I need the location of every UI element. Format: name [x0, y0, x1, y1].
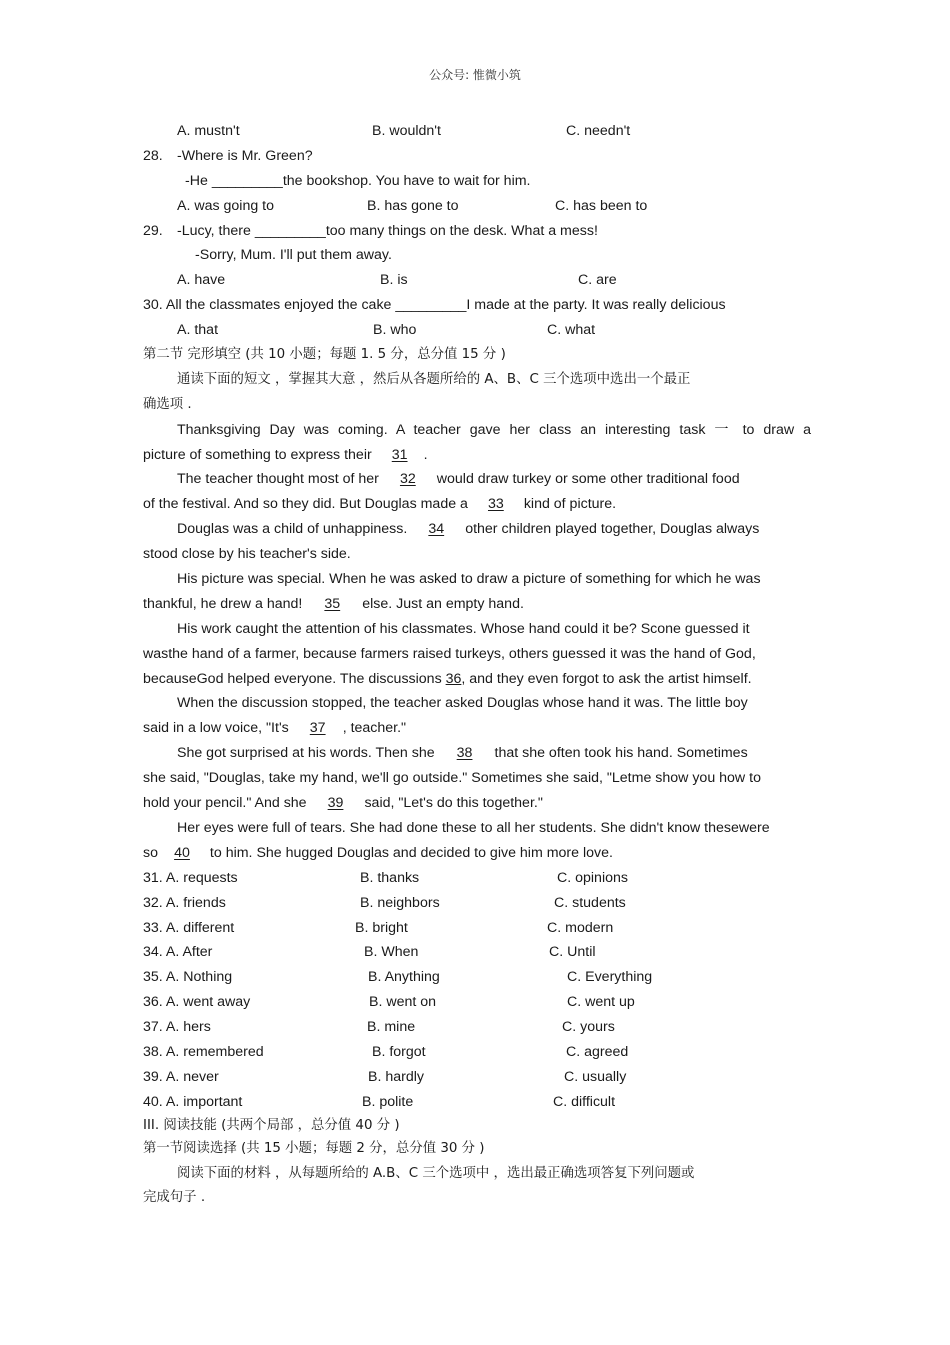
cloze-option-row	[143, 965, 811, 990]
passage-text: Douglas was a child of unhappiness.	[177, 521, 412, 538]
answer-blank[interactable]: _________	[211, 172, 283, 189]
section2-instructions: 通读下面的短文 ，掌握其大意 ，然后从各题所给的 A、B、C 三个选项中选出一个最正	[177, 371, 691, 387]
option-a[interactable]: 40. A. important	[143, 1093, 243, 1110]
option-c[interactable]: C. modern	[547, 919, 614, 936]
option-b[interactable]: B. thanks	[360, 869, 420, 886]
option-c[interactable]: C. Everything	[567, 969, 653, 986]
option-a[interactable]: 39. A. never	[143, 1068, 219, 1085]
cloze-option-row	[143, 1090, 811, 1115]
blank-37[interactable]: 37	[309, 720, 326, 737]
option-b[interactable]: B. bright	[355, 919, 408, 936]
option-c[interactable]: C. what	[547, 322, 596, 339]
section2-instructions-cont: 确选项 .	[143, 396, 192, 412]
section1-instructions-cont: 完成句子 .	[143, 1190, 206, 1206]
blank-31[interactable]: 31	[391, 446, 408, 463]
option-b[interactable]: B. who	[373, 322, 417, 339]
passage-text: said, "Let's do this together."	[360, 795, 543, 812]
passage-line	[143, 667, 811, 692]
option-a[interactable]: A. was going to	[177, 197, 275, 214]
passage-text: hold your pencil." And she	[143, 795, 311, 812]
passage-text: would draw turkey or some other traditional food	[432, 471, 740, 488]
question-number: 29.	[143, 222, 163, 239]
exam-content	[143, 119, 811, 1211]
cloze-option-row	[143, 866, 811, 891]
passage-line	[143, 741, 811, 766]
passage-text: said in a low voice, "It's	[143, 720, 293, 737]
cloze-option-row	[143, 891, 811, 916]
option-a[interactable]: 31. A. requests	[143, 869, 238, 886]
option-c[interactable]: C. Until	[549, 944, 596, 961]
passage-text: else. Just an empty hand.	[358, 595, 524, 612]
option-b[interactable]: B. has gone to	[367, 197, 459, 214]
q29-line1	[143, 219, 811, 244]
question-text: -Where is Mr. Green?	[177, 147, 313, 164]
question-text: too many things on the desk. What a mess!	[325, 222, 598, 239]
option-a[interactable]: 33. A. different	[143, 919, 235, 936]
blank-32[interactable]: 32	[399, 471, 416, 488]
option-a[interactable]: 36. A. went away	[143, 994, 251, 1011]
question-text: the bookshop. You have to wait for him.	[282, 172, 531, 189]
passage-text: thankful, he drew a hand!	[143, 595, 307, 612]
cloze-option-row	[143, 1065, 811, 1090]
option-b[interactable]: B. went on	[369, 994, 437, 1011]
cloze-option-row	[143, 1015, 811, 1040]
q30-line	[143, 293, 811, 318]
option-c[interactable]: C. needn't	[566, 123, 631, 139]
passage-line	[143, 716, 811, 741]
passage-line: she said, "Douglas, take my hand, we'll go outside." Sometimes she said, "Letme show you how to	[143, 770, 761, 787]
section1-title: 第一节阅读选择 (共 15 小题；每题 2 分，总分值 30 分 )	[143, 1140, 485, 1156]
blank-40[interactable]: 40	[174, 844, 190, 861]
blank-33[interactable]: 33	[487, 496, 504, 513]
option-c[interactable]: C. students	[554, 894, 626, 911]
passage-line	[143, 492, 811, 517]
passage-text: The teacher thought most of her	[177, 471, 383, 488]
option-b[interactable]: B. forgot	[372, 1043, 426, 1060]
option-c[interactable]: C. has been to	[555, 197, 648, 214]
section1-instructions: 阅读下面的材料 ，从每题所给的 A.B、C 三个选项中 ，选出最正确选项答复下列问题或	[177, 1165, 695, 1181]
passage-line: Thanksgiving Day was coming. A teacher gave her class an interesting task 一 to draw a	[177, 421, 811, 438]
passage-text: to him. She hugged Douglas and decided to give him more love.	[205, 844, 613, 861]
question-text: -Lucy, there	[177, 222, 255, 239]
passage-line: Her eyes were full of tears. She had done these to all her students. She didn't know thesewere	[177, 819, 770, 836]
passage-line	[143, 791, 811, 816]
passage-text: , and they even forgot to ask the artist himself.	[461, 670, 752, 687]
blank-36[interactable]: 36	[445, 670, 462, 687]
option-a[interactable]: 35. A. Nothing	[143, 969, 233, 986]
option-a[interactable]: A. mustn't	[177, 123, 240, 139]
blank-35[interactable]: 35	[324, 595, 341, 612]
option-a[interactable]: 38. A. remembered	[143, 1043, 264, 1060]
option-b[interactable]: B. When	[364, 944, 419, 961]
option-b[interactable]: B. neighbors	[360, 894, 440, 911]
q29-options	[143, 268, 811, 293]
option-b[interactable]: B. hardly	[368, 1068, 424, 1085]
option-c[interactable]: C. agreed	[566, 1043, 629, 1060]
passage-text: becauseGod helped everyone. The discussions	[143, 670, 446, 687]
question-number: 28.	[143, 147, 163, 164]
cloze-option-row	[143, 916, 811, 941]
passage-text: picture of something to express their	[143, 446, 376, 463]
q27-options	[143, 119, 811, 144]
option-a[interactable]: 37. A. hers	[143, 1019, 211, 1036]
blank-34[interactable]: 34	[428, 521, 445, 538]
question-text: 30. All the classmates enjoyed the cake	[143, 297, 396, 314]
passage-line: wasthe hand of a farmer, because farmers raised turkeys, others guessed it was the hand of God,	[143, 645, 756, 662]
passage-text: that she often took his hand. Sometimes	[490, 745, 748, 762]
question-text: I made at the party. It was really delicious	[466, 297, 726, 314]
blank-39[interactable]: 39	[327, 795, 344, 812]
option-c[interactable]: C. opinions	[557, 869, 628, 886]
answer-blank[interactable]: _________	[395, 297, 467, 314]
passage-text: She got surprised at his words. Then she	[177, 745, 439, 762]
passage-line: stood close by his teacher's side.	[143, 546, 351, 563]
option-b[interactable]: B. is	[380, 272, 408, 289]
q29-line2: -Sorry, Mum. I'll put them away.	[195, 247, 392, 264]
passage-line: His work caught the attention of his classmates. Whose hand could it be? Scone guessed it	[177, 620, 750, 637]
option-c[interactable]: C. usually	[564, 1068, 627, 1085]
passage-text: , teacher."	[342, 720, 407, 737]
option-a[interactable]: 34. A. After	[143, 944, 213, 961]
cloze-option-row	[143, 940, 811, 965]
section2-title: 第二节 完形填空 (共 10 小题；每题 1. 5 分，总分值 15 分 )	[143, 347, 506, 363]
option-a[interactable]: 32. A. friends	[143, 894, 226, 911]
blank-38[interactable]: 38	[456, 745, 473, 762]
option-a[interactable]: A. have	[177, 272, 226, 289]
option-b[interactable]: B. Anything	[368, 969, 440, 986]
passage-line	[143, 443, 811, 468]
cloze-option-row	[143, 1040, 811, 1065]
passage-text: other children played together, Douglas always	[461, 521, 760, 538]
part3-title: III. 阅读技能 (共两个局部 ，总分值 40 分 )	[143, 1117, 400, 1133]
passage-line: When the discussion stopped, the teacher asked Douglas whose hand it was. The little boy	[177, 695, 748, 712]
option-c[interactable]: C. yours	[562, 1019, 615, 1036]
page-header: 公众号: 惟微小筑	[429, 68, 521, 82]
option-b[interactable]: B. wouldn't	[372, 123, 441, 139]
answer-blank[interactable]: _________	[254, 222, 326, 239]
passage-line	[143, 467, 811, 492]
passage-line: His picture was special. When he was asked to draw a picture of something for which he was	[177, 571, 761, 588]
option-a[interactable]: A. that	[177, 322, 219, 339]
q28-line2	[143, 169, 811, 194]
q28-line1	[143, 144, 811, 169]
passage-text: .	[423, 446, 428, 463]
passage-text: so	[143, 844, 158, 861]
passage-text: of the festival. And so they did. But Douglas made a	[143, 496, 472, 513]
passage-line	[143, 517, 811, 542]
passage-text: kind of picture.	[519, 496, 617, 513]
passage-line	[143, 592, 811, 617]
option-b[interactable]: B. polite	[362, 1093, 414, 1110]
cloze-option-row	[143, 990, 811, 1015]
question-text: -He	[185, 172, 212, 189]
passage-line	[143, 841, 811, 866]
q30-options	[143, 318, 811, 343]
q28-options	[143, 194, 811, 219]
option-b[interactable]: B. mine	[367, 1019, 416, 1036]
option-c[interactable]: C. went up	[567, 994, 635, 1011]
option-c[interactable]: C. are	[578, 272, 617, 289]
option-c[interactable]: C. difficult	[553, 1093, 616, 1110]
